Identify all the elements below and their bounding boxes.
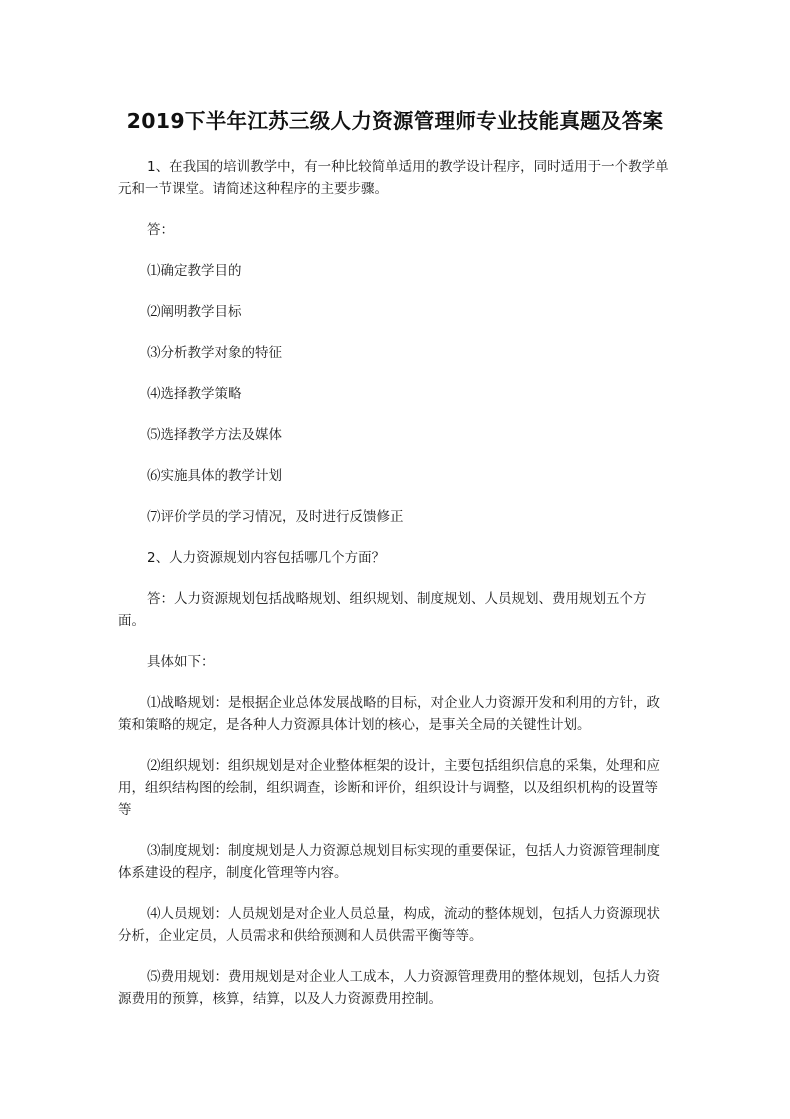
document-title: 2019下半年江苏三级人力资源管理师专业技能真题及答案 xyxy=(126,109,664,133)
detail-organization-planning: ⑵组织规划：组织规划是对企业整体框架的设计，主要包括组织信息的采集，处理和应用，组织结构图的绘制，组织调查，诊断和评价，组织设计与调整，以及组织机构的设置等等 xyxy=(118,758,660,818)
detail-strategy-planning: ⑴战略规划：是根据企业总体发展战略的目标，对企业人力资源开发和利用的方针，政策和策略的规定，是各种人力资源具体计划的核心，是事关全局的关键性计划。 xyxy=(118,695,660,733)
answer-2-summary: 答：人力资源规划包括战略规划、组织规划、制度规划、人员规划、费用规划五个方面。 xyxy=(118,591,647,629)
question-1: 1、在我国的培训教学中，有一种比较简单适用的教学设计程序，同时适用于一个教学单元和一节课堂。请简述这种程序的主要步骤。 xyxy=(118,159,669,197)
detail-system-planning: ⑶制度规划：制度规划是人力资源总规划目标实现的重要保证，包括人力资源管理制度体系建设的程序，制度化管理等内容。 xyxy=(118,843,660,881)
answer-step-6: ⑹实施具体的教学计划 xyxy=(147,468,282,484)
detail-cost-planning: ⑸费用规划：费用规划是对企业人工成本，人力资源管理费用的整体规划，包括人力资源费用的预算，核算，结算，以及人力资源费用控制。 xyxy=(118,969,660,1007)
details-heading: 具体如下： xyxy=(147,654,215,670)
answer-step-1: ⑴确定教学目的 xyxy=(147,263,242,279)
answer-step-4: ⑷选择教学策略 xyxy=(147,386,242,402)
answer-step-3: ⑶分析教学对象的特征 xyxy=(147,345,282,361)
answer-step-2: ⑵阐明教学目标 xyxy=(147,304,242,320)
answer-label-1: 答： xyxy=(147,222,174,238)
detail-personnel-planning: ⑷人员规划：人员规划是对企业人员总量，构成，流动的整体规划，包括人力资源现状分析，企业定员，人员需求和供给预测和人员供需平衡等等。 xyxy=(118,906,660,944)
question-2: 2、人力资源规划内容包括哪几个方面？ xyxy=(147,550,386,566)
answer-step-5: ⑸选择教学方法及媒体 xyxy=(147,427,282,443)
document-body xyxy=(118,156,670,1029)
answer-step-7: ⑺评价学员的学习情况，及时进行反馈修正 xyxy=(147,509,404,525)
